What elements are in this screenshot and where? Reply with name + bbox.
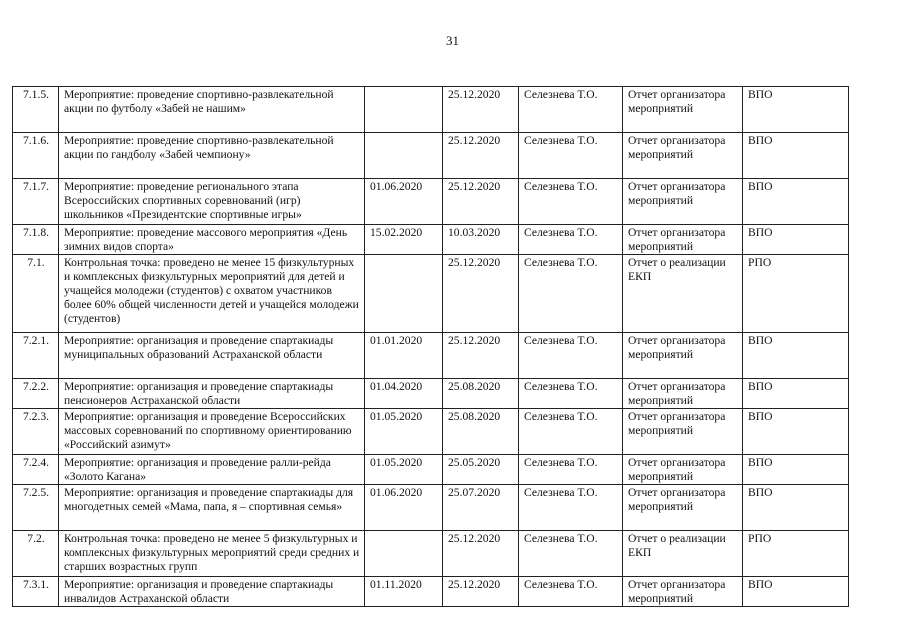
table-row (13, 87, 849, 133)
table-row (13, 531, 849, 577)
row-description: Мероприятие: организация и проведение спартакиады пенсионеров Астраханской области (59, 379, 365, 409)
row-responsible: Селезнева Т.О. (519, 379, 623, 409)
row-document: Отчет организатора мероприятий (623, 409, 743, 455)
row-start-date (365, 87, 443, 133)
row-type: ВПО (743, 485, 849, 531)
row-start-date: 01.06.2020 (365, 485, 443, 531)
row-type: ВПО (743, 333, 849, 379)
row-description: Контрольная точка: проведено не менее 15 физкультурных и комплексных физкультурных мероприятий для детей и учащейся молодежи (студентов) с охватом участников более 60% общей численности детей и учащейся молодежи (студентов) (59, 255, 365, 333)
row-start-date: 01.05.2020 (365, 409, 443, 455)
row-start-date: 15.02.2020 (365, 225, 443, 255)
row-description: Мероприятие: проведение спортивно-развлекательной акции по футболу «Забей не нашим» (59, 87, 365, 133)
row-document: Отчет организатора мероприятий (623, 333, 743, 379)
table-row (13, 577, 849, 607)
row-type: ВПО (743, 379, 849, 409)
row-document: Отчет организатора мероприятий (623, 485, 743, 531)
row-responsible: Селезнева Т.О. (519, 333, 623, 379)
row-type: ВПО (743, 87, 849, 133)
row-description: Мероприятие: проведение спортивно-развлекательной акции по гандболу «Забей чемпиону» (59, 133, 365, 179)
row-description: Контрольная точка: проведено не менее 5 физкультурных и комплексных физкультурных мероприятий среди средних и старших возрастных групп (59, 531, 365, 577)
row-document: Отчет организатора мероприятий (623, 225, 743, 255)
row-type: ВПО (743, 179, 849, 225)
row-number: 7.3.1. (13, 577, 59, 607)
row-end-date: 25.12.2020 (443, 87, 519, 133)
table-row (13, 255, 849, 333)
row-end-date: 25.07.2020 (443, 485, 519, 531)
row-responsible: Селезнева Т.О. (519, 179, 623, 225)
row-number: 7.2.2. (13, 379, 59, 409)
row-end-date: 25.08.2020 (443, 409, 519, 455)
row-description: Мероприятие: организация и проведение спартакиады инвалидов Астраханской области (59, 577, 365, 607)
row-number: 7.2.4. (13, 455, 59, 485)
plan-table (12, 86, 849, 607)
row-type: РПО (743, 255, 849, 333)
row-number: 7.1.5. (13, 87, 59, 133)
row-description: Мероприятие: проведение массового мероприятия «День зимних видов спорта» (59, 225, 365, 255)
table-row (13, 455, 849, 485)
row-end-date: 25.12.2020 (443, 577, 519, 607)
row-end-date: 25.08.2020 (443, 379, 519, 409)
row-description: Мероприятие: организация и проведение спартакиады для многодетных семей «Мама, папа, я – спортивная семья» (59, 485, 365, 531)
row-document: Отчет организатора мероприятий (623, 577, 743, 607)
row-responsible: Селезнева Т.О. (519, 531, 623, 577)
row-number: 7.1.8. (13, 225, 59, 255)
row-description: Мероприятие: проведение регионального этапа Всероссийских спортивных соревнований (игр) школьников «Президентские спортивные игры» (59, 179, 365, 225)
row-document: Отчет организатора мероприятий (623, 87, 743, 133)
row-responsible: Селезнева Т.О. (519, 225, 623, 255)
table-row (13, 409, 849, 455)
row-start-date: 01.06.2020 (365, 179, 443, 225)
row-description: Мероприятие: организация и проведение ралли-рейда «Золото Кагана» (59, 455, 365, 485)
row-end-date: 25.05.2020 (443, 455, 519, 485)
row-responsible: Селезнева Т.О. (519, 255, 623, 333)
row-start-date: 01.04.2020 (365, 379, 443, 409)
table-row (13, 133, 849, 179)
row-responsible: Селезнева Т.О. (519, 87, 623, 133)
table-row (13, 379, 849, 409)
table-row (13, 179, 849, 225)
row-end-date: 25.12.2020 (443, 255, 519, 333)
row-responsible: Селезнева Т.О. (519, 133, 623, 179)
row-responsible: Селезнева Т.О. (519, 409, 623, 455)
row-start-date (365, 531, 443, 577)
row-type: ВПО (743, 409, 849, 455)
row-document: Отчет о реализации ЕКП (623, 255, 743, 333)
row-document: Отчет организатора мероприятий (623, 133, 743, 179)
row-document: Отчет организатора мероприятий (623, 379, 743, 409)
row-description: Мероприятие: организация и проведение спартакиады муниципальных образований Астраханской области (59, 333, 365, 379)
page-number: 31 (446, 33, 459, 48)
row-responsible: Селезнева Т.О. (519, 577, 623, 607)
row-number: 7.2.1. (13, 333, 59, 379)
row-start-date: 01.05.2020 (365, 455, 443, 485)
row-description: Мероприятие: организация и проведение Всероссийских массовых соревнований по спортивному ориентированию «Российский азимут» (59, 409, 365, 455)
row-type: ВПО (743, 455, 849, 485)
row-type: ВПО (743, 225, 849, 255)
table-row (13, 485, 849, 531)
row-document: Отчет организатора мероприятий (623, 179, 743, 225)
row-end-date: 25.12.2020 (443, 133, 519, 179)
row-end-date: 25.12.2020 (443, 531, 519, 577)
row-start-date (365, 133, 443, 179)
row-number: 7.1. (13, 255, 59, 333)
row-type: ВПО (743, 133, 849, 179)
row-type: РПО (743, 531, 849, 577)
row-number: 7.2.5. (13, 485, 59, 531)
row-responsible: Селезнева Т.О. (519, 455, 623, 485)
row-start-date: 01.11.2020 (365, 577, 443, 607)
row-responsible: Селезнева Т.О. (519, 485, 623, 531)
row-number: 7.2. (13, 531, 59, 577)
row-start-date: 01.01.2020 (365, 333, 443, 379)
row-number: 7.2.3. (13, 409, 59, 455)
table-row (13, 225, 849, 255)
table-row (13, 333, 849, 379)
row-start-date (365, 255, 443, 333)
row-document: Отчет организатора мероприятий (623, 455, 743, 485)
row-type: ВПО (743, 577, 849, 607)
row-end-date: 25.12.2020 (443, 179, 519, 225)
row-end-date: 10.03.2020 (443, 225, 519, 255)
row-end-date: 25.12.2020 (443, 333, 519, 379)
row-document: Отчет о реализации ЕКП (623, 531, 743, 577)
row-number: 7.1.7. (13, 179, 59, 225)
row-number: 7.1.6. (13, 133, 59, 179)
